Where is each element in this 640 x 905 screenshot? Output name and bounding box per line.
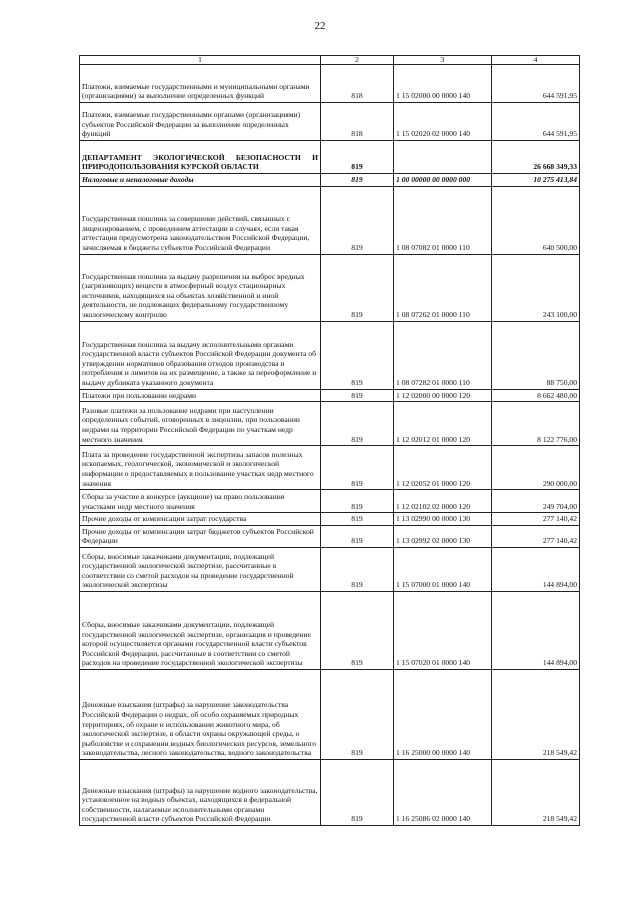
row-amount: 26 668 349,33 — [492, 141, 580, 174]
row-amount: 277 140,42 — [492, 513, 580, 526]
row-name: Платежи при пользовании недрами — [80, 389, 321, 402]
row-amount: 290 000,00 — [492, 446, 580, 490]
table-row — [80, 186, 580, 254]
row-name: Платежи, взимаемые государственными и муниципальными органами (организациями) за выполнение определенных функций — [80, 65, 321, 103]
row-budget-code: 1 12 02000 00 0000 120 — [394, 389, 492, 402]
row-name: Разовые платежи за пользование недрами при наступлении определенных событий, оговоренных в лицензии, при пользовании недрами на территории Российской Федерации по участкам недр местного значения — [80, 402, 321, 446]
row-amount: 88 750,00 — [492, 321, 580, 389]
table-row — [80, 591, 580, 669]
row-amount: 243 100,00 — [492, 254, 580, 321]
table-row — [80, 759, 580, 825]
row-budget-code: 1 16 25086 02 0000 140 — [394, 759, 492, 825]
row-admin-code: 818 — [321, 103, 394, 141]
row-admin-code: 819 — [321, 669, 394, 759]
row-admin-code: 819 — [321, 254, 394, 321]
row-admin-code: 819 — [321, 513, 394, 526]
column-header-3: 3 — [394, 56, 492, 65]
row-admin-code: 819 — [321, 186, 394, 254]
row-amount: 144 894,00 — [492, 591, 580, 669]
revenue-table — [79, 55, 580, 826]
table-row — [80, 65, 580, 103]
row-amount: 144 894,00 — [492, 547, 580, 591]
row-budget-code: 1 15 07020 01 0000 140 — [394, 591, 492, 669]
row-admin-code: 819 — [321, 591, 394, 669]
row-amount: 644 591,95 — [492, 103, 580, 141]
row-amount: 8 122 776,00 — [492, 402, 580, 446]
table-row — [80, 513, 580, 526]
row-budget-code: 1 12 02102 02 0000 120 — [394, 490, 492, 513]
table-row — [80, 669, 580, 759]
row-name: Государственная пошлина за выдачу исполнительными органами государственной власти субъектов Российской Федерации документа об утверждении нормативов образования отходов производства и потребления и лимитов на их размещение, а также за переоформление и выдачу дубликата указанного документа — [80, 321, 321, 389]
row-admin-code: 819 — [321, 490, 394, 513]
row-name: Платежи, взимаемые государственными органами (организациями) субъектов Российской Федерации за выполнение определенных функций — [80, 103, 321, 141]
row-admin-code: 819 — [321, 759, 394, 825]
table-row — [80, 446, 580, 490]
row-budget-code: 1 00 00000 00 0000 000 — [394, 174, 492, 187]
row-budget-code: 1 15 07000 01 0000 140 — [394, 547, 492, 591]
row-name: Сборы, вносимые заказчиками документации, подлежащей государственной экологической экспертизе, организация и проведение которой осуществляется органами государственной власти субъектов Российской Федерации, рассчитанные в соответствии со сметой расходов на проведение государственной экологической экспертизы — [80, 591, 321, 669]
row-name: Государственная пошлина за совершение действий, связанных с лицензированием, с проведением аттестации в случаях, если такая аттестация предусмотрена законодательством Российской Федерации, зачисляемая в бюджеты субъектов Российской Федерации — [80, 186, 321, 254]
row-admin-code: 819 — [321, 402, 394, 446]
column-number-row — [80, 56, 580, 65]
row-budget-code: 1 08 07082 01 0000 110 — [394, 186, 492, 254]
table-row — [80, 490, 580, 513]
row-admin-code: 819 — [321, 174, 394, 187]
row-name: Прочие доходы от компенсации затрат государства — [80, 513, 321, 526]
table-row — [80, 141, 580, 174]
row-budget-code: 1 08 07262 01 0000 110 — [394, 254, 492, 321]
row-budget-code: 1 12 02012 01 0000 120 — [394, 402, 492, 446]
row-budget-code: 1 13 02990 00 0000 130 — [394, 513, 492, 526]
row-name: Сборы, вносимые заказчиками документации, подлежащей государственной экологической экспертизе, рассчитанные в соответствии со сметой расходов на проведение государственной экологической экспертизы — [80, 547, 321, 591]
row-budget-code: 1 12 02052 01 0000 120 — [394, 446, 492, 490]
row-name: Прочие доходы от компенсации затрат бюджетов субъектов Российской Федерации — [80, 525, 321, 547]
page-number: 22 — [314, 20, 326, 32]
row-name: Налоговые и неналоговые доходы — [80, 174, 321, 187]
row-amount: 277 140,42 — [492, 525, 580, 547]
column-header-4: 4 — [492, 56, 580, 65]
row-name: Государственная пошлина за выдачу разрешения на выброс вредных (загрязняющих) веществ в атмосферный воздух стационарных источников, находящихся на объектах хозяйственной и иной деятельности, не подлежащих федеральному государственному экологическому контролю — [80, 254, 321, 321]
table-row — [80, 402, 580, 446]
row-admin-code: 818 — [321, 65, 394, 103]
row-amount: 10 275 413,84 — [492, 174, 580, 187]
row-amount: 8 662 480,00 — [492, 389, 580, 402]
row-budget-code — [394, 141, 492, 174]
table-row — [80, 321, 580, 389]
row-amount: 218 549,42 — [492, 759, 580, 825]
row-admin-code: 819 — [321, 446, 394, 490]
row-budget-code: 1 15 02020 02 0000 140 — [394, 103, 492, 141]
row-amount: 249 704,00 — [492, 490, 580, 513]
row-budget-code: 1 16 25000 00 0000 140 — [394, 669, 492, 759]
row-name: Плата за проведение государственной экспертизы запасов полезных ископаемых, геологической, экономической и экологической информации о предоставляемых в пользование участках недр местного значения — [80, 446, 321, 490]
row-name: ДЕПАРТАМЕНТ ЭКОЛОГИЧЕСКОЙ БЕЗОПАСНОСТИ И ПРИРОДОПОЛЬЗОВАНИЯ КУРСКОЙ ОБЛАСТИ — [80, 141, 321, 174]
table-row — [80, 103, 580, 141]
row-budget-code: 1 15 02000 00 0000 140 — [394, 65, 492, 103]
table-row — [80, 254, 580, 321]
row-admin-code: 819 — [321, 525, 394, 547]
row-name: Денежные взыскания (штрафы) за нарушение водного законодательства, установленное на водных объектах, находящихся в федеральной собственности, налагаемые исполнительными органами государственной власти субъектов Российской Федерации — [80, 759, 321, 825]
row-admin-code: 819 — [321, 321, 394, 389]
table-row — [80, 525, 580, 547]
row-admin-code: 819 — [321, 141, 394, 174]
row-amount: 644 591,95 — [492, 65, 580, 103]
row-admin-code: 819 — [321, 547, 394, 591]
row-budget-code: 1 08 07282 01 0000 110 — [394, 321, 492, 389]
column-header-1: 1 — [80, 56, 321, 65]
row-name: Сборы за участие в конкурсе (аукционе) на право пользования участками недр местного значения — [80, 490, 321, 513]
column-header-2: 2 — [321, 56, 394, 65]
row-amount: 218 549,42 — [492, 669, 580, 759]
row-name: Денежные взыскания (штрафы) за нарушение законодательства Российской Федерации о недрах, об особо охраняемых природных территориях, об охране и использовании животного мира, об экологической экспертизе, в области охраны окружающей среды, о рыболовстве и сохранении водных биологических ресурсов, земельного законодательства, лесного законодательства, водного законодательства — [80, 669, 321, 759]
row-admin-code: 819 — [321, 389, 394, 402]
row-amount: 640 500,00 — [492, 186, 580, 254]
row-budget-code: 1 13 02992 02 0000 130 — [394, 525, 492, 547]
table-row — [80, 174, 580, 187]
table-body — [80, 65, 580, 826]
table-row — [80, 547, 580, 591]
table-row — [80, 389, 580, 402]
